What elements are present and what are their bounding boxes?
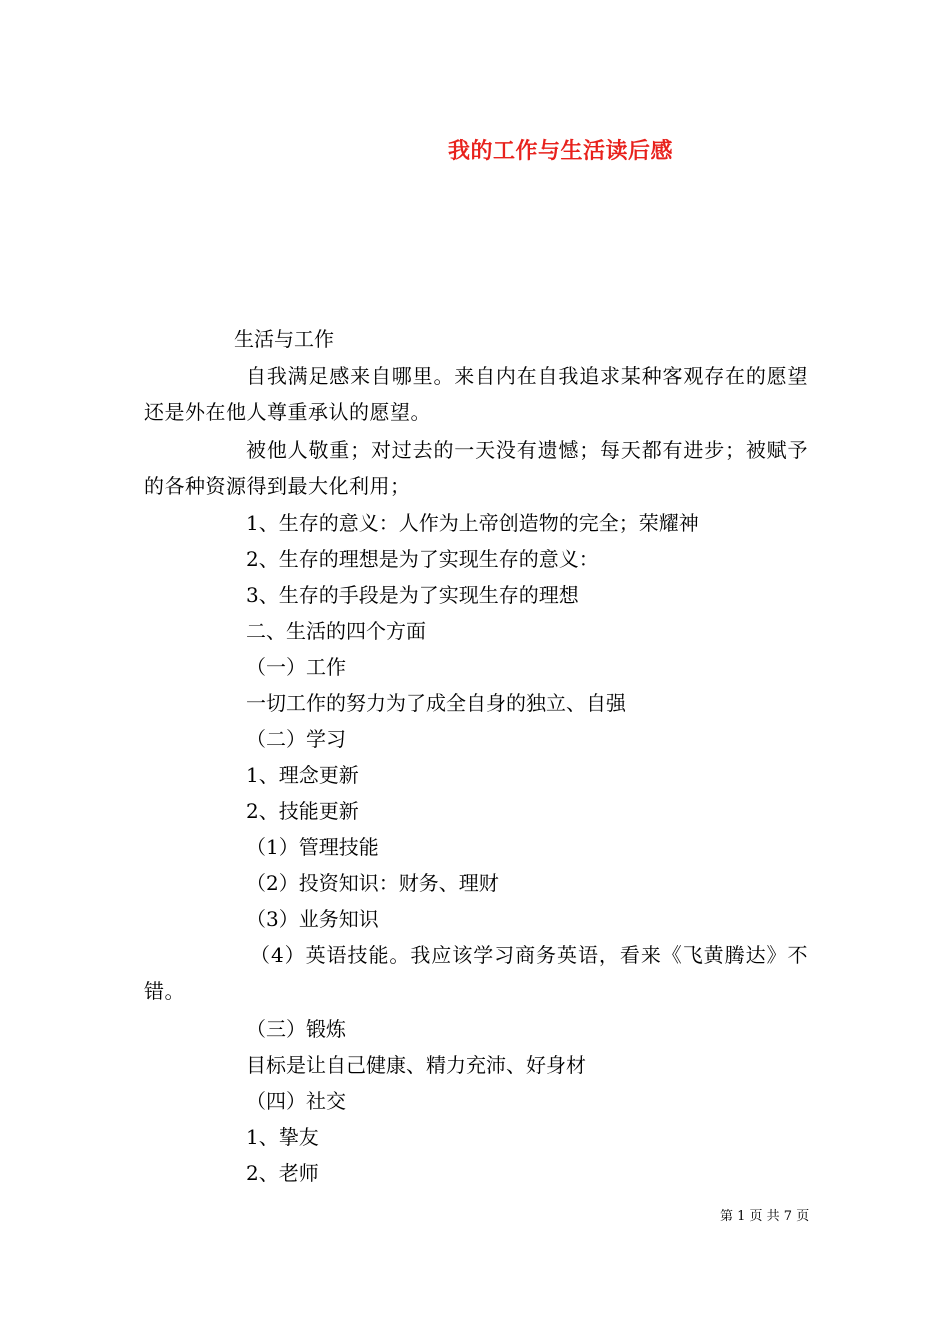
- subsection-heading: （二）学习: [246, 727, 346, 751]
- body-line: 目标是让自己健康、精力充沛、好身材: [246, 1053, 586, 1077]
- page-footer: 第 1 页 共 7 页: [720, 1209, 810, 1224]
- list-item: （1）管理技能: [246, 835, 379, 859]
- list-item: 2、技能更新: [246, 799, 359, 823]
- list-item: 2、老师: [246, 1161, 319, 1185]
- list-item: 3、生存的手段是为了实现生存的理想: [246, 583, 579, 607]
- list-item: （2）投资知识：财务、理财: [246, 871, 499, 895]
- section-heading: 生活与工作: [234, 327, 334, 351]
- subsection-heading: （一）工作: [246, 655, 346, 679]
- list-item: 2、生存的理想是为了实现生存的意义：: [246, 547, 599, 571]
- subsection-heading: （四）社交: [246, 1089, 346, 1113]
- paragraph-respect: 被他人敬重；对过去的一天没有遗憾；每天都有进步；被赋予的各种资源得到最大化利用；: [144, 438, 808, 498]
- list-item: 1、挚友: [246, 1125, 319, 1149]
- list-item: 1、生存的意义：人作为上帝创造物的完全；荣耀神: [246, 511, 699, 535]
- list-item: 1、理念更新: [246, 763, 359, 787]
- subsection-heading: （三）锻炼: [246, 1017, 346, 1041]
- document-title: 我的工作与生活读后感: [448, 138, 674, 164]
- paragraph-self-satisfaction: 自我满足感来自哪里。来自内在自我追求某种客观存在的愿望还是外在他人尊重承认的愿望。: [144, 364, 808, 424]
- list-item: （3）业务知识: [246, 907, 379, 931]
- body-line: 一切工作的努力为了成全自身的独立、自强: [246, 691, 626, 715]
- section-heading: 二、生活的四个方面: [246, 619, 426, 643]
- paragraph-english-skill: （4）英语技能。我应该学习商务英语，看来《飞黄腾达》不错。: [144, 943, 808, 1003]
